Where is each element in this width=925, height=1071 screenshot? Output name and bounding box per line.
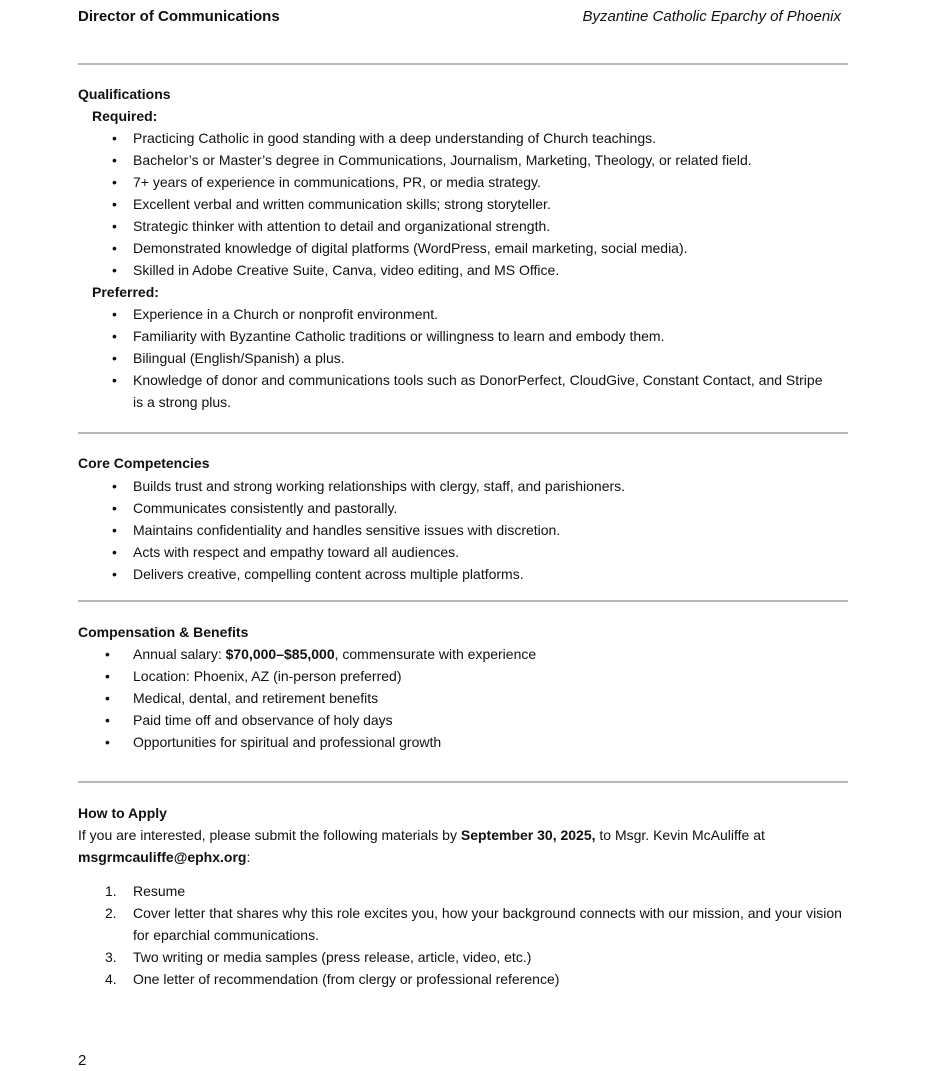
bullet-icon: [112, 149, 117, 171]
competencies-list: [78, 475, 848, 585]
required-label: Required:: [92, 108, 158, 124]
apply-section: [78, 802, 848, 990]
list-item: • Medical, dental, and retirement benefits: [78, 687, 848, 709]
bullet-icon: [112, 347, 117, 369]
divider: [78, 63, 848, 65]
bullet-icon: [112, 303, 117, 325]
list-item: • Builds trust and strong working relationships with clergy, staff, and parishioners.: [78, 475, 848, 497]
bullet-icon: [112, 519, 117, 541]
bullet-icon: [112, 541, 117, 563]
salary-range: $70,000–$85,000: [225, 646, 335, 662]
preferred-list: [78, 303, 848, 413]
bullet-icon: [112, 127, 117, 149]
list-item: • Opportunities for spiritual and professional growth: [78, 731, 848, 753]
list-item: • Acts with respect and empathy toward all audiences.: [78, 541, 848, 563]
list-number: 3.: [105, 949, 117, 965]
list-item: • 7+ years of experience in communications, PR, or media strategy.: [78, 171, 848, 193]
preferred-label: Preferred:: [92, 284, 159, 300]
list-item: • Practicing Catholic in good standing with a deep understanding of Church teachings.: [78, 127, 848, 149]
list-item: • Location: Phoenix, AZ (in-person preferred): [78, 665, 848, 687]
list-item: • Maintains confidentiality and handles sensitive issues with discretion.: [78, 519, 848, 541]
bullet-icon: [112, 563, 117, 585]
list-item: • Skilled in Adobe Creative Suite, Canva, video editing, and MS Office.: [78, 259, 848, 281]
competencies-title: Core Competencies: [78, 455, 210, 471]
bullet-icon: [112, 369, 117, 391]
bullet-icon: [112, 215, 117, 237]
apply-title: How to Apply: [78, 805, 167, 821]
document-title: Director of Communications: [78, 8, 280, 25]
bullet-icon: [112, 325, 117, 347]
page-number: 2: [78, 1052, 87, 1069]
bullet-icon: [105, 709, 110, 731]
list-item: • Strategic thinker with attention to detail and organizational strength.: [78, 215, 848, 237]
bullet-icon: [105, 665, 110, 687]
divider: [78, 781, 848, 783]
organization-name: Byzantine Catholic Eparchy of Phoenix: [582, 8, 841, 25]
list-number: 1.: [105, 883, 117, 899]
qualifications-section: [78, 83, 848, 413]
list-item: • Bilingual (English/Spanish) a plus.: [78, 347, 848, 369]
list-item: 1. Resume: [78, 880, 848, 902]
list-item: • Bachelor’s or Master’s degree in Communications, Journalism, Marketing, Theology, or related field.: [78, 149, 848, 171]
bullet-icon: [105, 687, 110, 709]
required-list: [78, 127, 848, 281]
bullet-icon: [105, 643, 110, 665]
materials-list: [78, 880, 848, 990]
compensation-section: [78, 621, 848, 753]
competencies-section: [78, 452, 848, 585]
bullet-icon: [112, 475, 117, 497]
contact-email[interactable]: msgrmcauliffe@ephx.org: [78, 849, 247, 865]
list-item: • Delivers creative, compelling content across multiple platforms.: [78, 563, 848, 585]
list-item: 4. One letter of recommendation (from clergy or professional reference): [78, 968, 848, 990]
qualifications-title: Qualifications: [78, 86, 171, 102]
list-item: • Excellent verbal and written communication skills; strong storyteller.: [78, 193, 848, 215]
bullet-icon: [112, 259, 117, 281]
list-item: • Knowledge of donor and communications tools such as DonorPerfect, CloudGive, Constant Contact, and Stripe is a strong plus.: [78, 369, 848, 413]
list-item: • Paid time off and observance of holy days: [78, 709, 848, 731]
list-number: 4.: [105, 971, 117, 987]
bullet-icon: [112, 193, 117, 215]
list-item: 2. Cover letter that shares why this role excites you, how your background connects with our mission, and your vision for eparchial communications.: [78, 902, 848, 946]
apply-instructions: If you are interested, please submit the following materials by September 30, 2025, to Msgr. Kevin McAuliffe at msgrmcauliffe@ephx.org:: [78, 827, 765, 865]
list-item: • Communicates consistently and pastorally.: [78, 497, 848, 519]
divider: [78, 432, 848, 434]
list-item: • Demonstrated knowledge of digital platforms (WordPress, email marketing, social media).: [78, 237, 848, 259]
list-number: 2.: [105, 905, 117, 921]
bullet-icon: [112, 497, 117, 519]
deadline: September 30, 2025,: [460, 827, 596, 843]
divider: [78, 600, 848, 602]
list-item: • Familiarity with Byzantine Catholic traditions or willingness to learn and embody them.: [78, 325, 848, 347]
list-item: • Experience in a Church or nonprofit environment.: [78, 303, 848, 325]
compensation-list: [78, 643, 848, 753]
compensation-title: Compensation & Benefits: [78, 624, 249, 640]
list-item: 3. Two writing or media samples (press release, article, video, etc.): [78, 946, 848, 968]
bullet-icon: [112, 171, 117, 193]
bullet-icon: [105, 731, 110, 753]
bullet-icon: [112, 237, 117, 259]
list-item: • Annual salary: $70,000–$85,000, commensurate with experience: [78, 643, 848, 665]
